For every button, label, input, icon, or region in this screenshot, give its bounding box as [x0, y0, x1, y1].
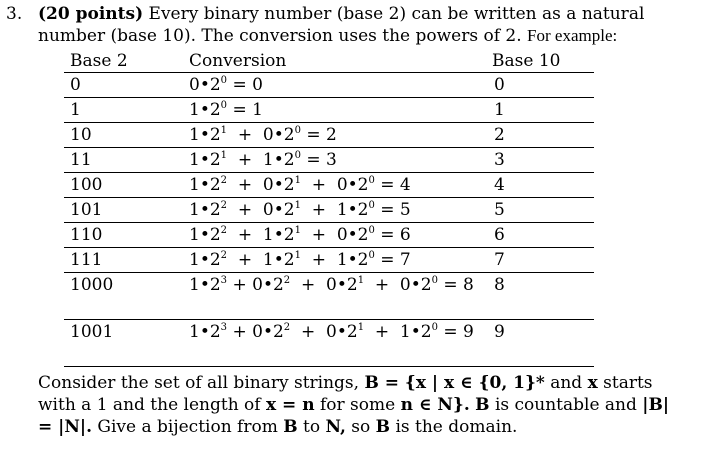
- base2-cell: 100: [70, 175, 103, 195]
- closing-text: Consider the set of all binary strings,: [38, 373, 360, 393]
- table-row: [64, 320, 594, 367]
- header-base10: Base 10: [492, 51, 561, 71]
- closing-text: starts with a 1 and the length of: [38, 373, 653, 415]
- base10-cell: 5: [494, 200, 505, 220]
- term-coefficient: 1: [189, 100, 200, 120]
- term-coefficient: 0: [336, 225, 348, 245]
- table-row: [64, 123, 594, 148]
- conversion-result: 5: [399, 200, 411, 220]
- base2-cell: 1: [70, 100, 81, 120]
- conversion-cell: $1•2^2$ + $0•2^1$ + $1•2^0 = 5$: [189, 200, 411, 220]
- term-exponent: 0: [368, 250, 375, 261]
- closing-paragraph: [38, 372, 678, 438]
- table-row: [64, 198, 594, 223]
- closing-text: so: [351, 417, 371, 437]
- conversion-cell: $1•2^2$ + $0•2^1$ + $0•2^0 = 4$: [189, 175, 411, 195]
- base2-cell: 101: [70, 200, 103, 220]
- set-definition: B = {x | x ∈ {0, 1}*: [364, 373, 545, 393]
- bold-term: n ∈ N}.: [400, 395, 470, 415]
- term-exponent: 0: [368, 225, 375, 236]
- term-coefficient: 1: [399, 322, 411, 342]
- table-row: [64, 273, 594, 320]
- term-exponent: 1: [357, 322, 365, 333]
- term-exponent: 1: [294, 175, 301, 186]
- conversion-cell: $0•2^0 = 0$: [189, 75, 263, 95]
- conversion-result: 0: [252, 75, 263, 95]
- table-row: [64, 73, 594, 98]
- term-coefficient: 0: [262, 175, 274, 195]
- conversion-result: 4: [399, 175, 411, 195]
- table-header: [64, 50, 594, 73]
- bold-term: x: [587, 373, 598, 393]
- conversion-result: 7: [399, 250, 411, 270]
- term-coefficient: 1: [189, 322, 200, 342]
- conversion-cell: $1•2^1$ + $1•2^0 = 3$: [189, 150, 337, 170]
- term-coefficient: 1: [262, 250, 274, 270]
- bold-term: N,: [325, 417, 346, 437]
- term-coefficient: 0: [252, 275, 263, 295]
- closing-text: is the domain.: [395, 417, 518, 437]
- base10-cell: 2: [494, 125, 505, 145]
- base10-cell: 6: [494, 225, 505, 245]
- table-row: [64, 148, 594, 173]
- conversion-result: 9: [463, 322, 474, 342]
- intro-tail: For example:: [527, 26, 618, 45]
- closing-text: Give a bijection from: [97, 417, 278, 437]
- term-exponent: 0: [368, 175, 375, 186]
- term-exponent: 3: [220, 322, 228, 333]
- term-coefficient: 1: [189, 200, 200, 220]
- bold-term: B: [475, 395, 490, 415]
- term-exponent: 1: [294, 200, 301, 211]
- term-coefficient: 1: [189, 275, 200, 295]
- term-coefficient: 0: [399, 275, 411, 295]
- closing-text: to: [303, 417, 321, 437]
- term-exponent: 0: [220, 100, 228, 111]
- conversion-result: 3: [326, 150, 337, 170]
- term-coefficient: 1: [189, 150, 200, 170]
- term-exponent: 1: [220, 125, 228, 136]
- term-exponent: 2: [283, 275, 291, 286]
- conversion-cell: $1•2^0 = 1$: [189, 100, 263, 120]
- bold-term: B: [375, 417, 391, 437]
- base2-cell: 111: [70, 250, 103, 270]
- term-exponent: 0: [220, 75, 228, 86]
- base2-cell: 1001: [70, 322, 114, 342]
- term-coefficient: 1: [189, 125, 200, 145]
- conversion-cell: $1•2^2$ + $1•2^1$ + $1•2^0 = 7$: [189, 250, 411, 270]
- term-coefficient: 1: [189, 225, 200, 245]
- base10-cell: 1: [494, 100, 505, 120]
- term-exponent: 1: [220, 150, 228, 161]
- term-exponent: 2: [220, 200, 228, 211]
- header-base2: Base 2: [70, 51, 128, 71]
- term-coefficient: 0: [262, 125, 274, 145]
- conversion-result: 8: [463, 275, 474, 295]
- term-coefficient: 1: [336, 200, 348, 220]
- table-body: [64, 73, 594, 367]
- base2-cell: 0: [70, 75, 81, 95]
- term-exponent: 0: [368, 200, 375, 211]
- conversion-cell: $1•2^2$ + $1•2^1$ + $0•2^0 = 6$: [189, 225, 411, 245]
- conversion-cell: $1•2^1$ + $0•2^0 = 2$: [189, 125, 337, 145]
- term-exponent: 1: [294, 225, 301, 236]
- base2-cell: 110: [70, 225, 103, 245]
- term-exponent: 2: [283, 322, 291, 333]
- term-coefficient: 0: [189, 75, 200, 95]
- problem-intro: [38, 3, 706, 47]
- table-row: [64, 248, 594, 273]
- term-coefficient: 1: [336, 250, 348, 270]
- term-coefficient: 0: [326, 275, 337, 295]
- term-exponent: 0: [431, 322, 438, 333]
- term-exponent: 2: [220, 175, 228, 186]
- base2-cell: 11: [70, 150, 92, 170]
- conversion-result: 1: [252, 100, 263, 120]
- term-coefficient: 0: [336, 175, 348, 195]
- term-exponent: 0: [294, 125, 301, 136]
- bold-term: x = n: [266, 395, 315, 415]
- table-row: [64, 98, 594, 123]
- cardinality-equation: |B| = |N|.: [38, 395, 670, 437]
- base10-cell: 3: [494, 150, 505, 170]
- term-coefficient: 0: [262, 200, 274, 220]
- conversion-cell: $1•2^3$ + $0•2^2$ + $0•2^1$ + $0•2^0 = 8$: [189, 275, 474, 295]
- header-conversion: Conversion: [189, 51, 287, 71]
- closing-text: and: [550, 373, 583, 393]
- base10-cell: 8: [494, 275, 505, 295]
- term-exponent: 1: [294, 250, 301, 261]
- base10-cell: 4: [494, 175, 505, 195]
- base2-cell: 1000: [70, 275, 114, 295]
- base2-cell: 10: [70, 125, 92, 145]
- conversion-table: [64, 50, 594, 367]
- term-exponent: 0: [431, 275, 438, 286]
- conversion-result: 6: [399, 225, 411, 245]
- term-coefficient: 1: [262, 150, 274, 170]
- term-coefficient: 1: [189, 175, 200, 195]
- base10-cell: 9: [494, 322, 505, 342]
- term-exponent: 0: [294, 150, 301, 161]
- term-coefficient: 0: [326, 322, 337, 342]
- term-coefficient: 0: [252, 322, 263, 342]
- table-row: [64, 223, 594, 248]
- term-exponent: 1: [357, 275, 365, 286]
- base10-cell: 0: [494, 75, 505, 95]
- term-coefficient: 1: [189, 250, 200, 270]
- term-exponent: 2: [220, 250, 228, 261]
- conversion-cell: $1•2^3$ + $0•2^2$ + $0•2^1$ + $1•2^0 = 9$: [189, 322, 474, 342]
- term-coefficient: 1: [262, 225, 274, 245]
- intro-text: Every binary number (base 2) can be written as a natural number (base 10). The conversion uses the powers of 2.: [38, 4, 645, 46]
- base10-cell: 7: [494, 250, 505, 270]
- points-label: (20 points): [38, 4, 144, 24]
- conversion-result: 2: [326, 125, 337, 145]
- term-exponent: 3: [220, 275, 228, 286]
- closing-text: for some: [319, 395, 396, 415]
- closing-text: is countable and: [494, 395, 637, 415]
- bold-term: B: [283, 417, 298, 437]
- problem-number: 3.: [6, 4, 23, 24]
- term-exponent: 2: [220, 225, 228, 236]
- table-row: [64, 173, 594, 198]
